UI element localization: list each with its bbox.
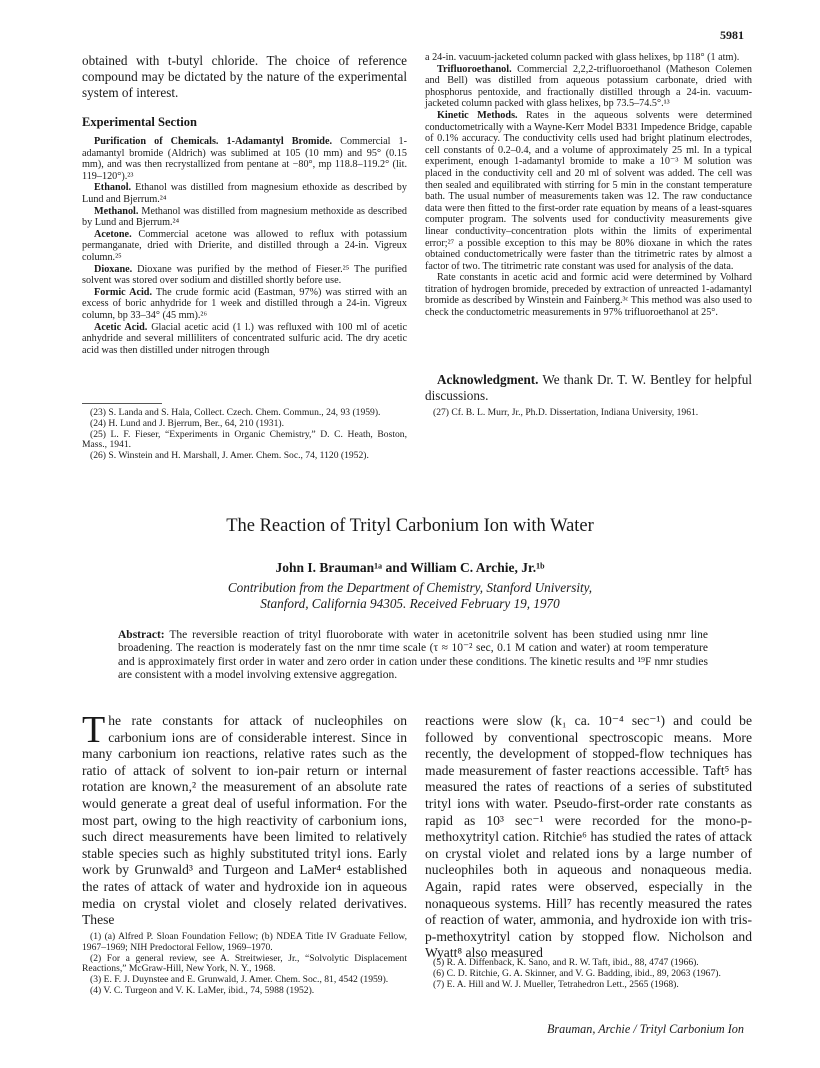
article-affiliation	[0, 580, 820, 612]
abstract	[118, 629, 708, 683]
footnotes-top-left	[82, 408, 407, 462]
page-number: 5981	[720, 28, 744, 42]
footnote-2: (2) For a general review, see A. Streitwieser, Jr., “Solvolytic Displacement Reactions,” McGraw-Hill, New York, N. Y., 1968.	[82, 952, 407, 975]
footnote-5: (5) R. A. Diffenback, K. Sano, and R. W. Taft, ibid., 88, 4747 (1966).	[433, 957, 699, 968]
footnotes-top-right	[425, 408, 752, 419]
paragraph-acetone: Acetone. Commercial acetone was allowed to reflux with potassium permanganate, dried with Drierite, and distilled through a 24-in. Vigreux column.²⁵	[82, 228, 407, 263]
paragraph-methanol: Methanol. Methanol was distilled from magnesium methoxide as described by Lund and Bjerrum.²⁴	[82, 205, 407, 229]
footnote-1: (1) (a) Alfred P. Sloan Foundation Fellow; (b) NDEA Title IV Graduate Fellow, 1967–1969; NIH Predoctoral Fellow, 1969–1970.	[82, 931, 407, 953]
article-authors: John I. Brauman¹ᵃ and William C. Archie, Jr.¹ᵇ	[275, 560, 545, 575]
body-right-column	[425, 713, 752, 962]
footnote-3: (3) E. F. J. Duynstee and E. Grunwald, J. Amer. Chem. Soc., 81, 4542 (1959).	[90, 974, 389, 986]
top-left-column	[82, 53, 407, 356]
footnotes-bottom-left	[82, 932, 407, 997]
paragraph-dioxane: Dioxane. Dioxane was purified by the method of Fieser.²⁵ The purified solvent was stored over sodium and distilled shortly before use.	[82, 263, 407, 287]
paragraph-trifluoroethanol: Trifluoroethanol. Commercial 2,2,2-trifluoroethanol (Matheson Colemen and Bell) was distilled from aqueous potassium carbonate, dried with phosphorus pentoxide, and fractionally distilled through a 24-in. vacuum-jacketed column packed with glass helixes, bp 73.5–74.5°.¹³	[425, 63, 752, 110]
body-right-text: reactions were slow (k₁ ca. 10⁻⁴ sec⁻¹) and could be followed by conventional spectroscopic means. More recently, the development of stopped-flow techniques has made measurement of faster reactions accessible. Taft⁵ has measured the rates of reactions of a series of substituted trityl ions with water. Pseudo-first-order rate constants as rapid as 10³ sec⁻¹ were recorded for the mono-p-methoxytrityl cation. Ritchie⁶ has studied the rates of attack on crystal violet and related ions by a large number of nucleophiles both in aqueous and nonaqueous media. Again, rapid rates were observed, especially in the nonaqueous systems. Hill⁷ has recently measured the rates of reaction of water, ammonia, and hydroxide ion with tris-p-methoxytrityl cation by stopped flow. Nicholson and Wyatt⁸ also measured	[425, 713, 752, 961]
footnotes-bottom-right	[425, 958, 752, 990]
paragraph-adamantyl: Purification of Chemicals. 1-Adamantyl Bromide. Commercial 1-adamantyl bromide (Aldrich) was sublimed at 105 (10 mm) and 95° (0.15 mm), and was then recrystallized from pentane at −80°, mp 118.8–119.2° (lit. 119–120°).²³	[82, 136, 408, 182]
footnote-4: (4) V. C. Turgeon and V. K. LaMer, ibid., 74, 5988 (1952).	[90, 984, 315, 996]
paragraph-column-cont: a 24-in. vacuum-jacketed column packed with glass helixes, bp 118° (1 atm).	[425, 52, 740, 63]
section-heading: Experimental Section	[82, 115, 197, 129]
continuation-text: obtained with t-butyl chloride. The choice of reference compound may be dictated by the nature of the experimental system of interest.	[82, 53, 407, 100]
footnote-6: (6) C. D. Ritchie, G. A. Skinner, and V. G. Badding, ibid., 89, 2063 (1967).	[433, 967, 721, 979]
footnote-27: (27) Cf. B. L. Murr, Jr., Ph.D. Dissertation, Indiana University, 1961.	[433, 407, 699, 418]
drop-cap: T	[82, 709, 106, 751]
paragraph-acetic-acid: Acetic Acid. Glacial acetic acid (1 l.) was refluxed with 100 ml of acetic anhydride and several milliliters of concentrated sulfuric acid. The dry acetic acid was then distilled under nitrogen through	[82, 321, 407, 356]
body-left-column	[82, 709, 407, 929]
footnote-7: (7) E. A. Hill and W. J. Mueller, Tetrahedron Lett., 2565 (1968).	[433, 978, 679, 990]
top-right-column	[425, 52, 752, 319]
paragraph-ethanol: Ethanol. Ethanol was distilled from magnesium ethoxide as described by Lund and Bjerrum.²⁴	[82, 182, 407, 205]
paragraph-rate-constants: Rate constants in acetic acid and formic acid were determined by Volhard titration of hydrogen bromide, preceded by extraction of unreacted 1-adamantyl bromide as described by Winstein and Fainberg.³ᶜ This method was also used to check the conductometric measurements in 97% trifluoroethanol at 25°.	[425, 272, 752, 319]
experimental-paragraphs	[82, 136, 407, 356]
footnote-24: (24) H. Lund and J. Bjerrum, Ber., 64, 210 (1931).	[90, 417, 284, 429]
affiliation-line-2: Stanford, California 94305. Received February 19, 1970	[260, 596, 560, 611]
affiliation-line-1: Contribution from the Department of Chemistry, Stanford University,	[227, 580, 593, 595]
acknowledgment: Acknowledgment. We thank Dr. T. W. Bentley for helpful discussions.	[425, 372, 752, 403]
abstract-text: The reversible reaction of trityl fluoroborate with water in acetonitrile solvent has been studied using nmr line broadening. The reaction is moderately fast on the nmr time scale (τ ≈ 10⁻² sec, 0.1 M cation and water) at room temperature and is approximately first order in water and zero order in cation under these conditions. The kinetic results and ¹⁹F nmr studies are consistent with a model involving extensive aggregation.	[118, 629, 708, 682]
footnote-25: (25) L. F. Fieser, “Experiments in Organic Chemistry,” D. C. Heath, Boston, Mass., 1941.	[82, 428, 407, 451]
footnote-23: (23) S. Landa and S. Hala, Collect. Czech. Chem. Commun., 24, 93 (1959).	[90, 407, 381, 418]
paragraph-kinetic-methods: Kinetic Methods. Rates in the aqueous solvents were determined conductometrically with a Wayne-Kerr Model B331 Impedence Bridge, capable of 0.1% accuracy. The conductivity cells used had bright platinum electrodes, cell constants of 0.2–0.4, and a volume of approximately 25 ml. In a typical experiment, enough 1-adamantyl bromide to make a 10⁻³ M solution was placed in the conductivity cell and 20 ml of solvent was added. The cell was then sealed and equilibrated with stirring for 5 min in the constant temperature bath. The usual number of measurements taken was 12. The raw conductance data were then fitted to the first-order rate equation by means of a least-squares computer program. The solvents used for conductivity measurements give linear conductivity–concentration plots within the limits of experimental error;²⁷ a possible exception to this may be 80% dioxane in which the rates obtained conductometrically were faster than the titrimetric rates by almost a factor of two. The titrimetric rate constant was used for analysis of the data.	[425, 109, 752, 272]
article-title: The Reaction of Trityl Carbonium Ion with Water	[226, 516, 594, 536]
paragraph-formic-acid: Formic Acid. The crude formic acid (Eastman, 97%) was stirred with an excess of boric anhydride for 1 week and distilled through a 24-in. Vigreux column, bp 33–34° (45 mm).²⁶	[82, 286, 407, 321]
footnote-rule-top-left	[82, 403, 162, 404]
footnote-26: (26) S. Winstein and H. Marshall, J. Amer. Chem. Soc., 74, 1120 (1952).	[90, 450, 369, 462]
running-footer: Brauman, Archie / Trityl Carbonium Ion	[546, 1022, 744, 1036]
abstract-label: Abstract:	[118, 629, 165, 641]
body-left-text: he rate constants for attack of nucleophiles on carbonium ions are of considerable interest. Since in many carbonium ion reactions, relative rates such as the ratio of attack of solvent to ion-pair return or internal rotation are known,² the measurement of an absolute rate would generate a great deal of useful information. For the most part, owing to the high reactivity of carbonium ions, such direct measurements have been limited to relatively stable species such as highly substituted trityl ions. Early work by Grunwald³ and Turgeon and LaMer⁴ established the rates of attack of water and hydroxide ion in aqueous media on crystal violet and closely related derivatives. These	[82, 713, 407, 928]
